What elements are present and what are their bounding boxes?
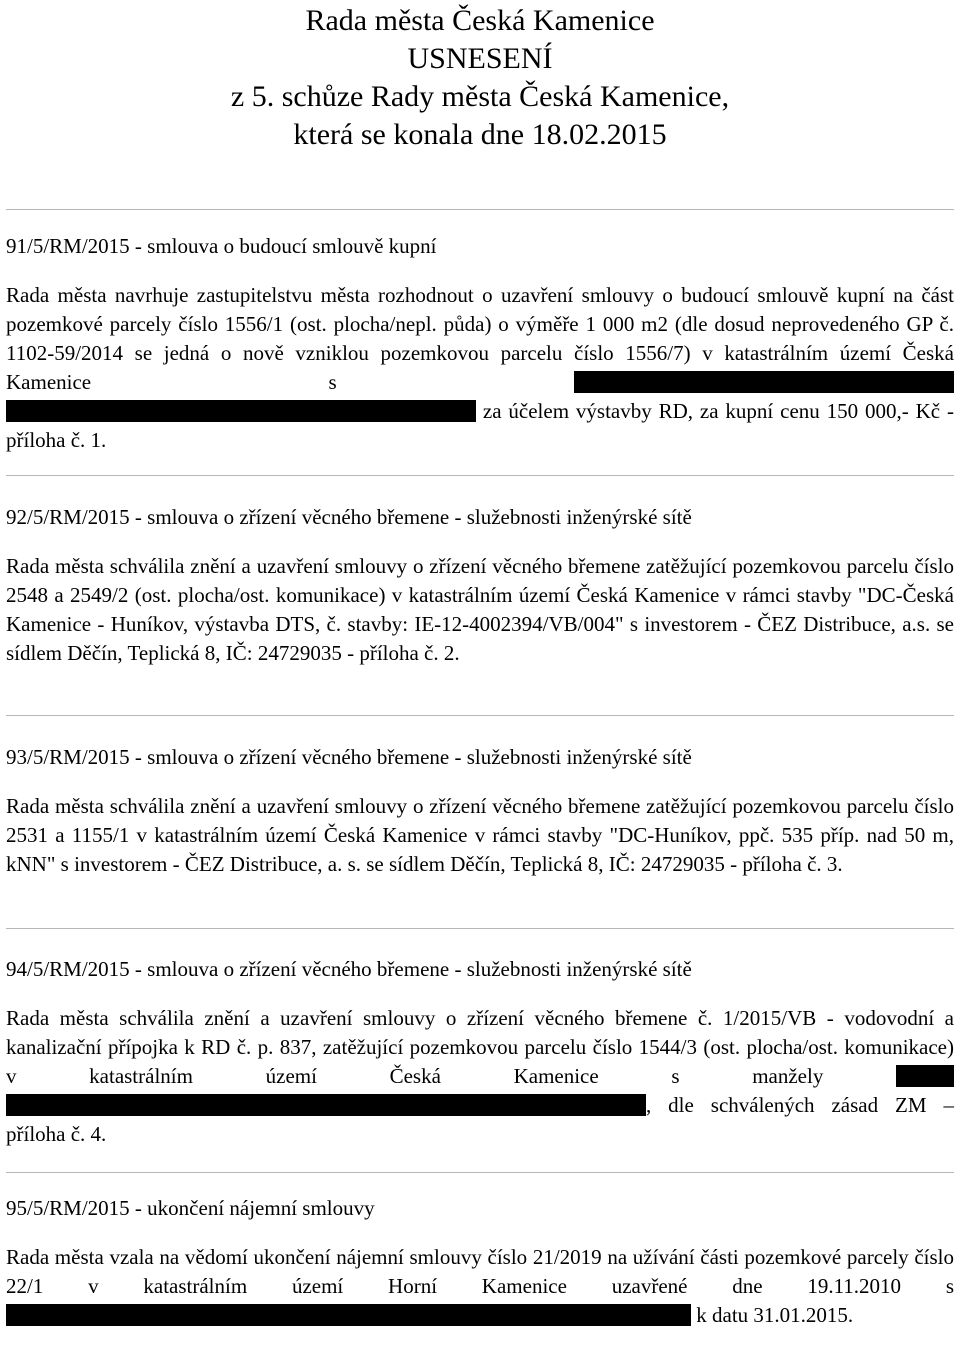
resolution-93-text: Rada města schválila znění a uzavření smlouvy o zřízení věcného břemene zatěžující pozemkovou parcelu číslo 2531 a 1155/1 v katastrálním území Česká Kamenice v rámci stavby "DC-Huníkov, ppč. 535 příp. nad 50 m, kNN" s investorem - ČEZ Distribuce, a. s. se sídlem Děčín, Teplická 8, IČ: 24729035 - příloha č. 3. — [6, 794, 954, 876]
section-divider — [6, 928, 954, 929]
document-header — [0, 0, 960, 154]
resolution-91-text-b: za účelem výstavby RD, za kupní cenu 150 000,- Kč - příloha č. 1. — [6, 399, 954, 452]
section-divider — [6, 715, 954, 716]
resolution-94-text — [6, 1004, 954, 1149]
resolution-95-title: 95/5/RM/2015 - ukončení nájemní smlouvy — [6, 1196, 375, 1220]
resolution-91-text — [6, 281, 954, 455]
resolution-95-text-a: Rada města vzala na vědomí ukončení nájemní smlouvy číslo 21/2019 na užívání části pozemkové parcely číslo 22/1 v katastrálním území Horní Kamenice uzavřené dne 19.11.2010 s — [6, 1245, 954, 1298]
resolution-95-text — [6, 1243, 954, 1330]
meeting-date: která se konala dne 18.02.2015 — [293, 118, 667, 151]
resolution-94 — [6, 955, 954, 1149]
resolution-95 — [6, 1194, 954, 1330]
redacted-block — [6, 1304, 691, 1326]
redacted-block — [896, 1065, 954, 1087]
resolution-91-title: 91/5/RM/2015 - smlouva o budoucí smlouvě kupní — [6, 234, 437, 258]
resolution-92-text: Rada města schválila znění a uzavření smlouvy o zřízení věcného břemene zatěžující pozemkovou parcelu číslo 2548 a 2549/2 (ost. plocha/ost. komunikace) v katastrálním území Česká Kamenice v rámci stavby "DC-Česká Kamenice - Huníkov, výstavba DTS, č. stavby: IE-12-4002394/VB/004" s investorem - ČEZ Distribuce, a.s. se sídlem Děčín, Teplická 8, IČ: 24729035 - příloha č. 2. — [6, 554, 954, 665]
redacted-block — [6, 400, 476, 422]
section-divider — [6, 1172, 954, 1173]
redacted-block — [574, 371, 954, 393]
resolution-93 — [6, 743, 954, 879]
redacted-block — [6, 1094, 646, 1116]
resolution-94-title: 94/5/RM/2015 - smlouva o zřízení věcného břemene - služebnosti inženýrské sítě — [6, 957, 692, 981]
council-name: Rada města Česká Kamenice — [305, 4, 655, 37]
resolution-92-title: 92/5/RM/2015 - smlouva o zřízení věcného břemene - služebnosti inženýrské sítě — [6, 505, 692, 529]
section-divider — [6, 209, 954, 210]
resolution-92 — [6, 503, 954, 668]
section-divider — [6, 475, 954, 476]
resolution-93-title: 93/5/RM/2015 - smlouva o zřízení věcného břemene - služebnosti inženýrské sítě — [6, 745, 692, 769]
document-type: USNESENÍ — [407, 42, 553, 75]
resolution-95-text-b: k datu 31.01.2015. — [696, 1303, 854, 1327]
resolution-94-text-a: Rada města schválila znění a uzavření smlouvy o zřízení věcného břemene č. 1/2015/VB - vodovodní a kanalizační přípojka k RD č. p. 837, zatěžující pozemkovou parcelu číslo 1544/3 (ost. plocha/ost. komunikace) v katastrálním území Česká Kamenice s manžely — [6, 1006, 954, 1088]
meeting-title: z 5. schůze Rady města Česká Kamenice, — [230, 80, 730, 113]
resolution-91-text-a: Rada města navrhuje zastupitelstvu města rozhodnout o uzavření smlouvy o budoucí smlouvě kupní na část pozemkové parcely číslo 1556/1 (ost. plocha/nepl. půda) o výměře 1 000 m2 (dle dosud neprovedeného GP č. 1102-59/2014 se jedná o nově vzniklou pozemkovou parcelu číslo 1556/7) v katastrálním území Česká Kamenice s — [6, 283, 954, 394]
resolution-91 — [6, 232, 954, 455]
resolution-94-text-b: , dle schválených zásad ZM – příloha č. 4. — [6, 1093, 954, 1146]
